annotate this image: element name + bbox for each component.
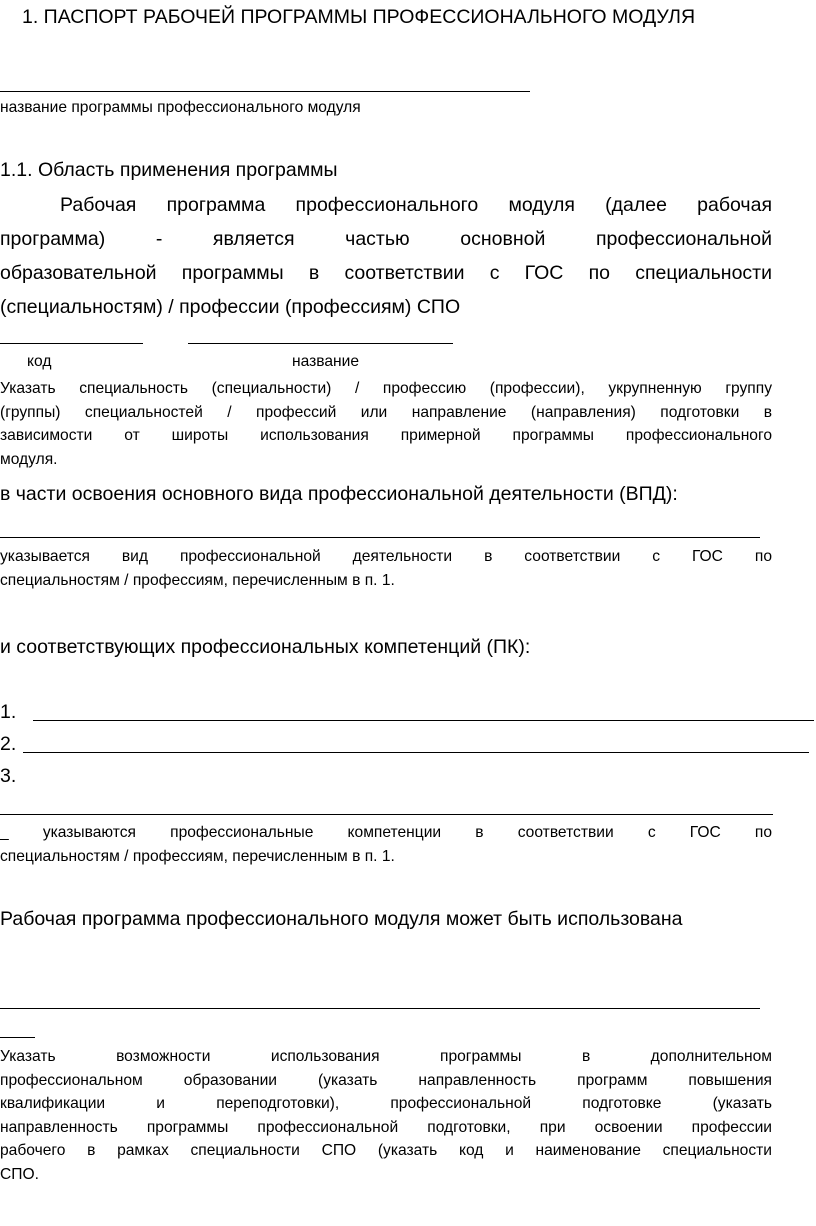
page-title: 1. ПАСПОРТ РАБОЧЕЙ ПРОГРАММЫ ПРОФЕССИОНАЛЬНОГО МОДУЛЯ bbox=[22, 6, 696, 28]
usage-blank-line bbox=[0, 1008, 760, 1009]
usage-blank-line-short bbox=[0, 1037, 35, 1038]
competencies-heading: и соответствующих профессиональных компетенций (ПК): bbox=[0, 636, 531, 658]
code-caption: код bbox=[27, 353, 52, 370]
program-name-blank-line bbox=[0, 91, 530, 92]
usage-note-line: рабочего в рамках специальности СПО (указать код и наименование специальности bbox=[0, 1142, 772, 1159]
vpd-note-line: специальностям / профессиям, перечисленным в п. 1. bbox=[0, 571, 395, 589]
code-blank-line bbox=[0, 343, 143, 344]
competency-3-blank-line bbox=[0, 814, 773, 815]
scope-paragraph-line: образовательной программы в соответствии с ГОС по специальности bbox=[0, 262, 772, 284]
scope-paragraph-line: Рабочая программа профессионального модуля (далее рабочая bbox=[60, 194, 772, 216]
name-caption: название bbox=[292, 353, 360, 370]
section-1-1-heading: 1.1. Область применения программы bbox=[0, 159, 338, 181]
usage-heading: Рабочая программа профессионального модуля может быть использована bbox=[0, 908, 683, 930]
scope-paragraph-line: программа) - является частью основной профессиональной bbox=[0, 228, 772, 250]
vpd-note-line: указывается вид профессиональной деятельности в соответствии с ГОС по bbox=[0, 548, 772, 565]
usage-note-line: Указать возможности использования программы в дополнительном bbox=[0, 1048, 772, 1065]
specialty-note-line: зависимости от широты использования примерной программы профессионального bbox=[0, 427, 772, 444]
name-blank-line bbox=[188, 343, 453, 344]
program-name-caption: название программы профессионального модуля bbox=[0, 99, 361, 116]
scope-paragraph bbox=[0, 188, 772, 324]
vpd-note bbox=[0, 545, 772, 592]
competency-item-number: 2. bbox=[0, 733, 17, 755]
usage-note-line: профессиональном образовании (указать направленность программ повышения bbox=[0, 1071, 772, 1089]
usage-note-line: направленность программы профессиональной подготовки, при освоении профессии bbox=[0, 1118, 772, 1136]
specialty-note-line: модуля. bbox=[0, 450, 58, 468]
specialty-note bbox=[0, 377, 772, 471]
competency-1-blank-line bbox=[33, 720, 814, 721]
scope-paragraph-line: (специальностям) / профессии (профессиям) СПО bbox=[0, 296, 461, 318]
competencies-note bbox=[0, 821, 772, 868]
usage-note-line: квалификации и переподготовки), профессиональной подготовке (указать bbox=[0, 1095, 772, 1112]
competency-item-number: 3. bbox=[0, 765, 17, 787]
usage-note-line: СПО. bbox=[0, 1165, 39, 1183]
usage-note bbox=[0, 1045, 772, 1186]
specialty-note-line: (группы) специальностей / профессий или направление (направления) подготовки в bbox=[0, 403, 772, 421]
vpd-blank-line bbox=[0, 537, 760, 538]
competencies-note-line: _ указываются профессиональные компетенции в соответствии с ГОС по bbox=[0, 824, 772, 841]
competency-item-number: 1. bbox=[0, 701, 17, 723]
competencies-note-line: специальностям / профессиям, перечисленным в п. 1. bbox=[0, 847, 395, 865]
specialty-note-line: Указать специальность (специальности) / профессию (профессии), укрупненную группу bbox=[0, 380, 772, 397]
vpd-heading: в части освоения основного вида профессиональной деятельности (ВПД): bbox=[0, 483, 678, 505]
competency-2-blank-line bbox=[23, 752, 809, 753]
